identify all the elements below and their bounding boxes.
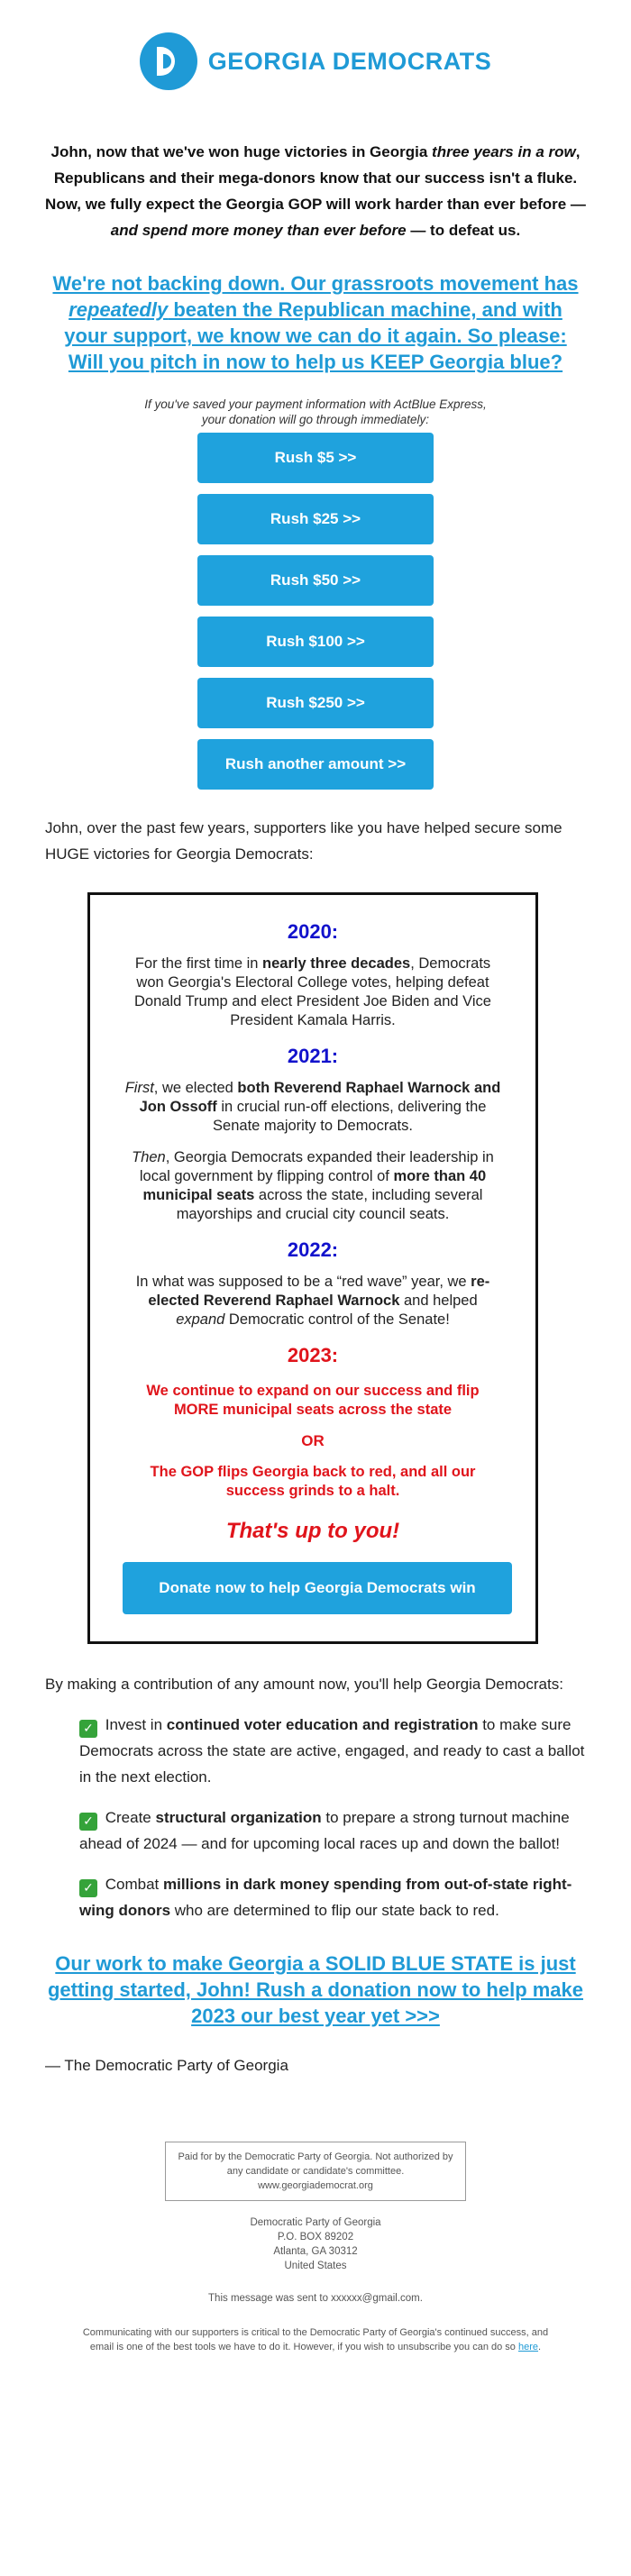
brand-header[interactable] bbox=[0, 0, 631, 92]
italic-text: expand bbox=[176, 1311, 225, 1328]
text: Communicating with our supporters is critical to the Democratic Party of Georgia's continued success, and email is one of the best tools we have to do it. However, if you wish to unsubscribe you can do so bbox=[82, 2327, 549, 2352]
closing-donate-link[interactable]: Our work to make Georgia a SOLID BLUE STATE is just getting started, John! Rush a donation now to help make 2023 our best year yet >>> bbox=[47, 1952, 584, 2027]
address-line: Atlanta, GA 30312 bbox=[273, 2246, 358, 2257]
bold-text: nearly three decades bbox=[262, 955, 411, 972]
bold-text: continued voter education and registration bbox=[166, 1716, 479, 1733]
brand-name: GEORGIA DEMOCRATS bbox=[207, 47, 492, 75]
rush-100-button[interactable]: Rush $100 >> bbox=[197, 617, 434, 667]
sent-to-notice: This message was sent to xxxxxx@gmail.com. bbox=[208, 2293, 423, 2304]
year-2021-text-then bbox=[123, 1148, 503, 1224]
appeal-emphasis: repeatedly bbox=[69, 298, 169, 321]
outcome-option-2: The GOP flips Georgia back to red, and all our success grinds to a halt. bbox=[150, 1464, 476, 1499]
unsubscribe-notice bbox=[81, 2325, 550, 2354]
signoff: — The Democratic Party of Georgia bbox=[45, 2057, 288, 2074]
rush-50-button[interactable]: Rush $50 >> bbox=[197, 555, 434, 606]
outcome-option-1: We continue to expand on our success and flip MORE municipal seats across the state bbox=[146, 1383, 480, 1418]
text: , we elected bbox=[153, 1080, 238, 1096]
year-2021-text-first bbox=[123, 1079, 503, 1136]
text: across the state, including several mayorships and crucial city council seats. bbox=[176, 1187, 483, 1222]
italic-text: Then bbox=[132, 1149, 166, 1165]
text: In what was supposed to be a “red wave” year, we bbox=[135, 1274, 471, 1290]
bold-text: structural organization bbox=[155, 1809, 322, 1826]
check-mark-icon: ✓ bbox=[79, 1720, 97, 1738]
text: Combat bbox=[101, 1876, 163, 1893]
intro-paragraph bbox=[45, 139, 586, 243]
benefit-item bbox=[79, 1712, 586, 1790]
year-2022-text bbox=[123, 1273, 503, 1329]
mailing-address bbox=[0, 2215, 631, 2273]
text: Democratic control of the Senate! bbox=[224, 1311, 450, 1328]
text: Create bbox=[101, 1809, 156, 1826]
text: who are determined to flip our state back to red. bbox=[170, 1902, 499, 1919]
bold-text: both Reverend Raphael Warnock and Jon Ossoff bbox=[139, 1080, 501, 1115]
actblue-express-note bbox=[126, 397, 505, 427]
year-2020-text bbox=[123, 955, 503, 1030]
rush-donation-buttons bbox=[197, 433, 434, 790]
intro-emphasis: three years in a row bbox=[432, 143, 576, 160]
appeal-text: We're not backing down. Our grassroots movement has bbox=[52, 272, 579, 295]
text: and helped bbox=[399, 1293, 478, 1309]
appeal-text: beaten the Republican machine, and with your support, we know we can do it again. So please: Will you pitch in now to help us KEEP Georgia blue? bbox=[64, 298, 567, 373]
text: For the first time in bbox=[134, 955, 263, 972]
intro-text: John, now that we've won huge victories in Georgia bbox=[50, 143, 433, 160]
benefit-item bbox=[79, 1804, 586, 1857]
italic-text: First bbox=[124, 1080, 154, 1096]
text: , Democrats won Georgia's Electoral College votes, helping defeat Donald Trump and elect President Joe Biden and Vice President Kamala Harris. bbox=[134, 955, 491, 1028]
rush-25-button[interactable]: Rush $25 >> bbox=[197, 494, 434, 544]
rush-5-button[interactable]: Rush $5 >> bbox=[197, 433, 434, 483]
bold-text: re-elected Reverend Raphael Warnock bbox=[148, 1274, 490, 1309]
contribution-intro: By making a contribution of any amount now, you'll help Georgia Democrats: bbox=[45, 1676, 563, 1693]
up-to-you-callout: That's up to you! bbox=[225, 1519, 400, 1543]
year-heading-2022: 2022: bbox=[287, 1238, 339, 1261]
rush-250-button[interactable]: Rush $250 >> bbox=[197, 678, 434, 728]
text: in crucial run-off elections, delivering the Senate majority to Democrats. bbox=[213, 1099, 487, 1134]
appeal-link[interactable] bbox=[45, 270, 586, 375]
year-heading-2020: 2020: bbox=[287, 920, 339, 943]
check-mark-icon: ✓ bbox=[79, 1879, 97, 1897]
outcome-or: OR bbox=[301, 1432, 325, 1449]
express-note-line: your donation will go through immediately: bbox=[201, 413, 430, 426]
text: to prepare a strong turnout machine ahead of 2024 — and for upcoming local races up and down the ballot! bbox=[79, 1809, 570, 1852]
express-note-line: If you've saved your payment information with ActBlue Express, bbox=[144, 397, 487, 411]
address-line: United States bbox=[284, 2261, 347, 2271]
bold-text: more than 40 municipal seats bbox=[142, 1168, 487, 1203]
rush-other-amount-button[interactable]: Rush another amount >> bbox=[197, 739, 434, 790]
victory-record-box bbox=[87, 892, 538, 1644]
bold-text: millions in dark money spending from out-of-state right-wing donors bbox=[79, 1876, 572, 1919]
check-mark-icon: ✓ bbox=[79, 1813, 97, 1831]
text: to make sure Democrats across the state are active, engaged, and ready to cast a ballot in the next election. bbox=[79, 1716, 585, 1786]
address-line: P.O. BOX 89202 bbox=[277, 2232, 354, 2243]
text: , Georgia Democrats expanded their leadership in local government by flipping control of bbox=[139, 1149, 494, 1184]
democratic-d-logo-icon bbox=[140, 32, 197, 90]
year-heading-2023: 2023: bbox=[287, 1344, 339, 1366]
intro-text: , Republicans and their mega-donors know that our success isn't a fluke. Now, we fully expect the Georgia GOP will work harder than ever before — bbox=[45, 143, 586, 213]
text: Invest in bbox=[101, 1716, 167, 1733]
victories-intro: John, over the past few years, supporters like you have helped secure some HUGE victories for Georgia Democrats: bbox=[45, 819, 562, 863]
intro-text: — to defeat us. bbox=[406, 222, 521, 239]
intro-emphasis: and spend more money than ever before bbox=[110, 222, 407, 239]
donate-now-button[interactable]: Donate now to help Georgia Democrats win bbox=[123, 1562, 512, 1614]
text: . bbox=[538, 2342, 542, 2352]
benefit-item bbox=[79, 1871, 586, 1923]
address-line: Democratic Party of Georgia bbox=[250, 2217, 381, 2228]
unsubscribe-link[interactable]: here bbox=[518, 2342, 539, 2352]
paid-for-disclaimer: Paid for by the Democratic Party of Georgia. Not authorized by any candidate or candidate's committee. www.georgiademocrat.org bbox=[165, 2142, 466, 2201]
year-heading-2021: 2021: bbox=[287, 1045, 339, 1067]
email-footer bbox=[0, 2142, 631, 2354]
